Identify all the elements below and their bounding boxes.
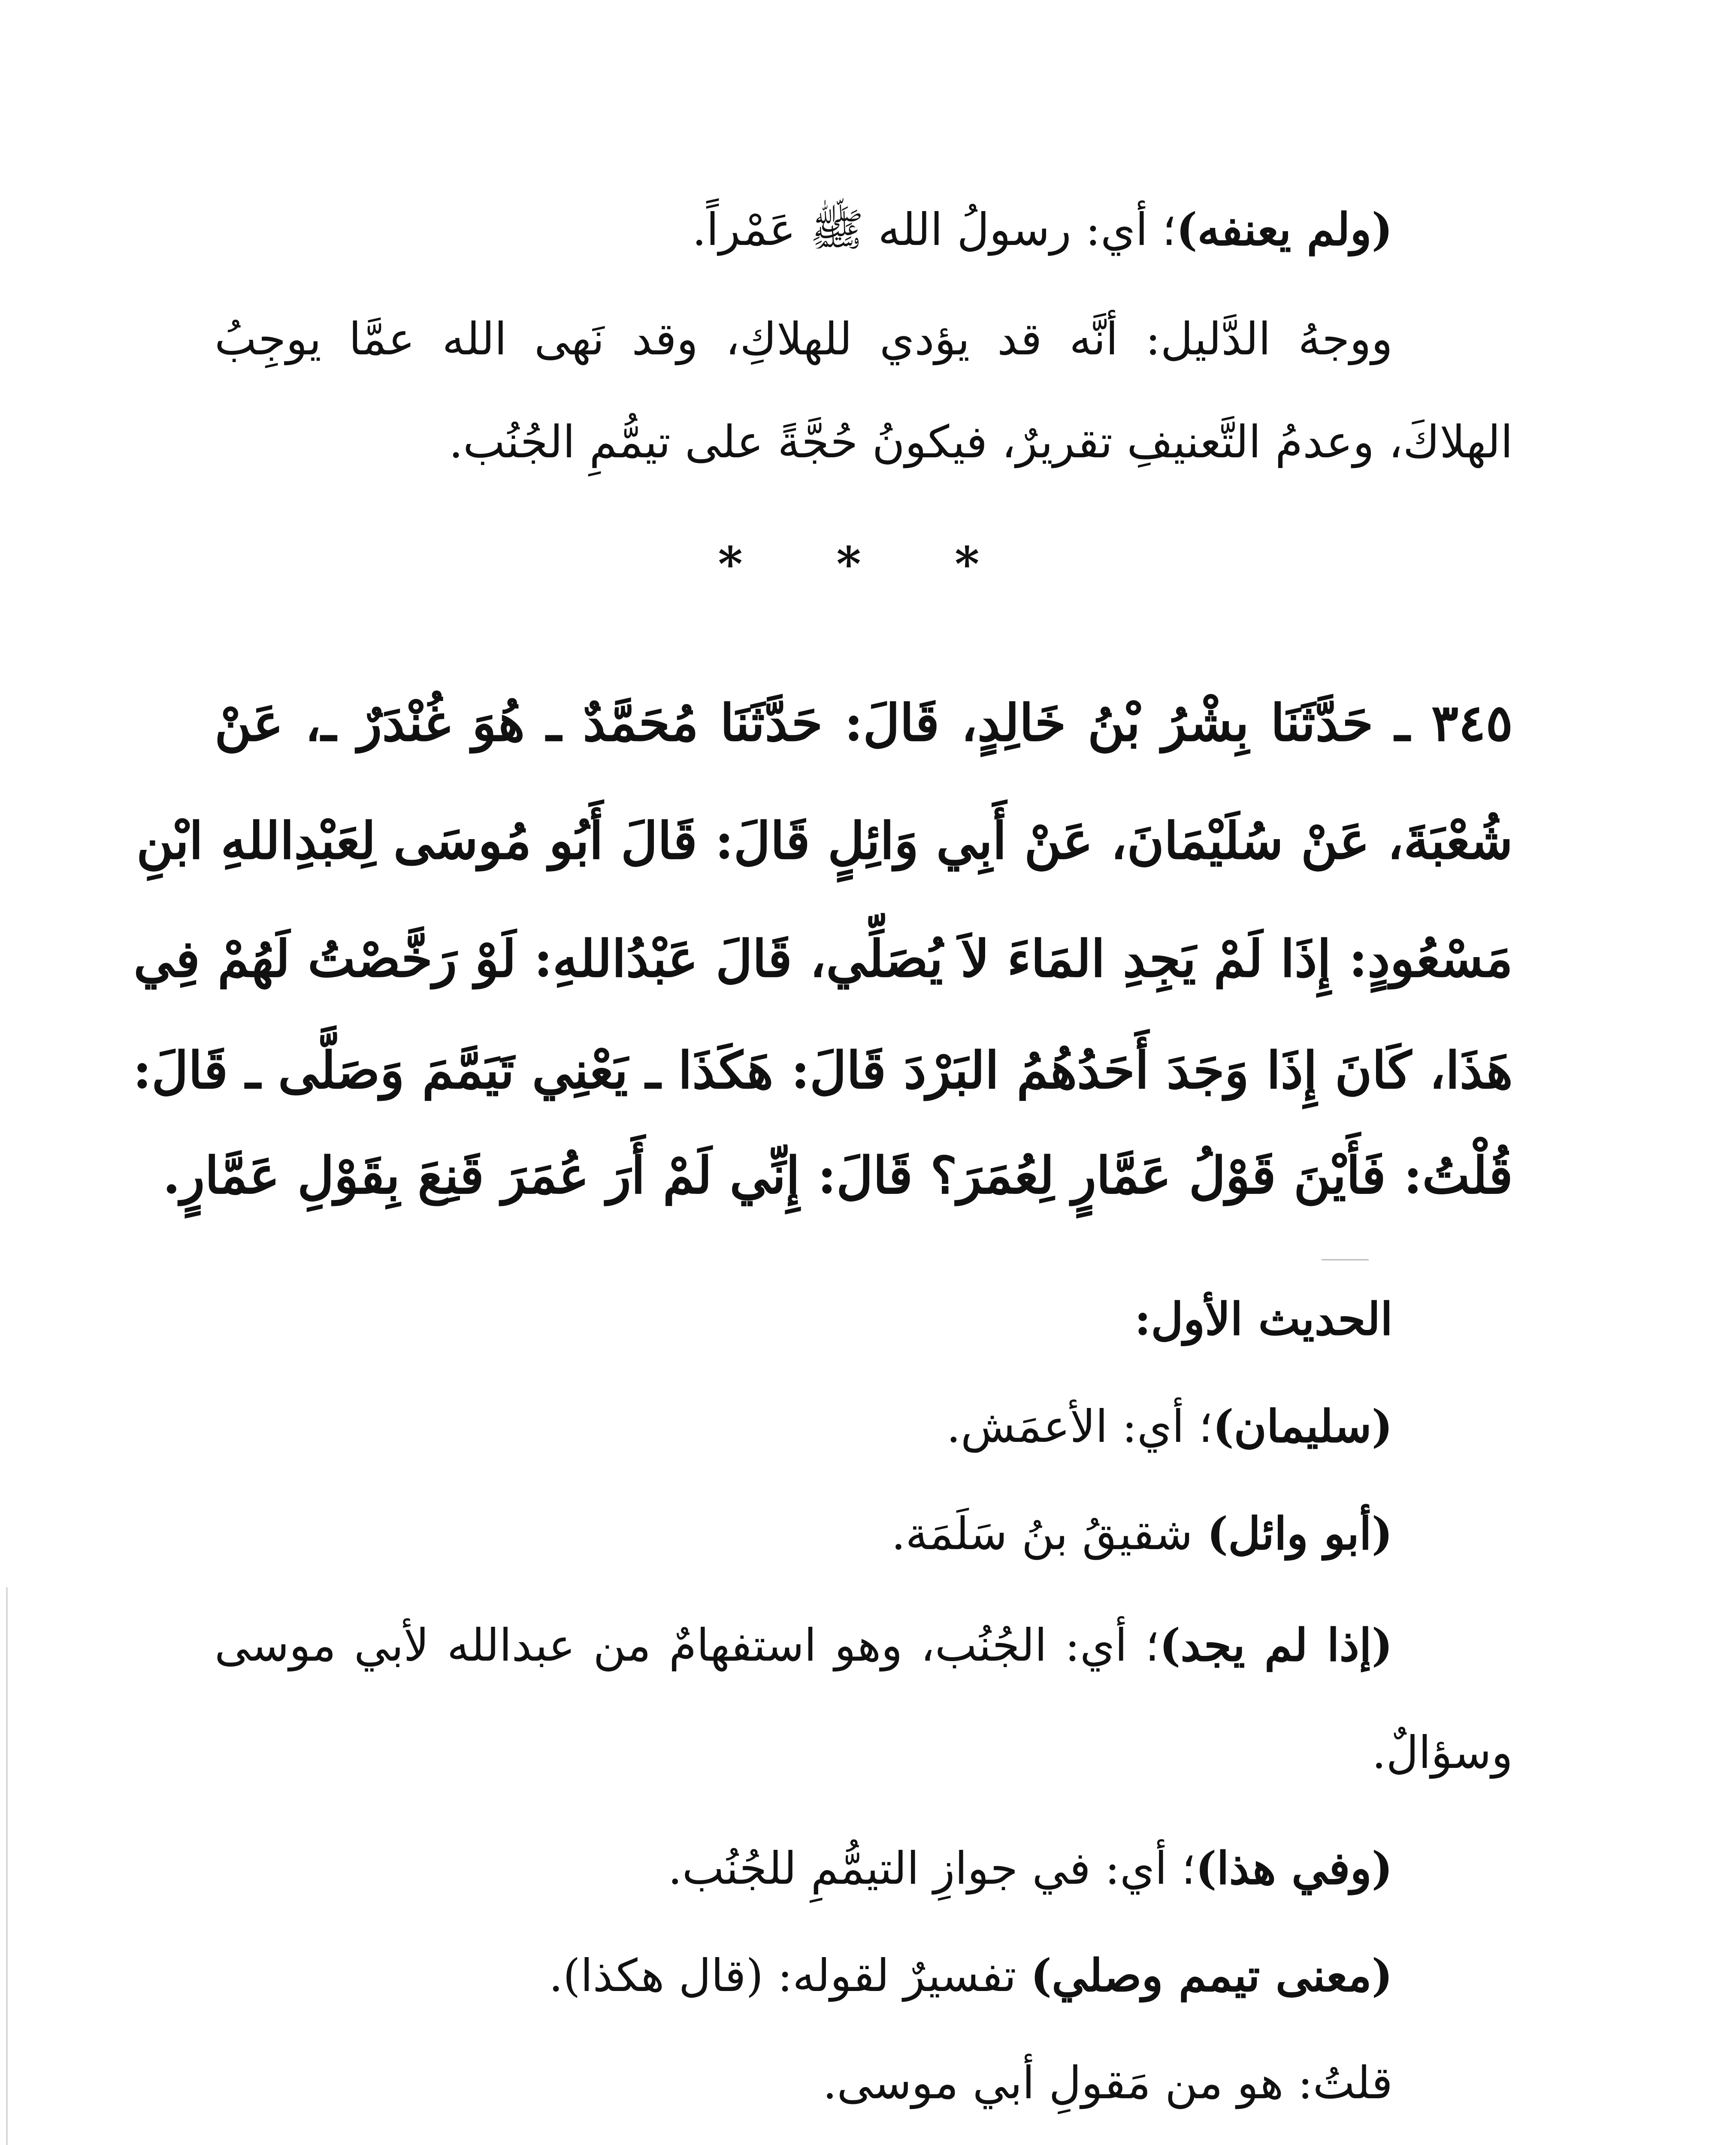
hadith-line-3: مَسْعُودٍ: إِذَا لَمْ يَجِدِ المَاءَ لاَ يُصَلِّي، قَالَ عَبْدُاللهِ: لَوْ رَخَّصْتُ لَهُمْ فِي	[133, 929, 1513, 988]
commentary-entry	[215, 1502, 1393, 1566]
quoted-term: (إذا لم يجد)	[1159, 1619, 1393, 1671]
quoted-term: (سليمان)	[1213, 1400, 1393, 1453]
commentary-entry	[215, 1394, 1393, 1459]
line-text: ؛ أي: في جوازِ التيمُّمِ للجُنُب.	[668, 1842, 1196, 1894]
hadith-line-2: شُعْبَةَ، عَنْ سُلَيْمَانَ، عَنْ أَبِي وَائِلٍ قَالَ: قَالَ أَبُو مُوسَى لِعَبْدِاللهِ ابْنِ	[136, 811, 1513, 870]
line-text: ؛ أي: الجُنُب، وهو استفهامٌ من عبدالله لأبي موسى	[215, 1619, 1160, 1671]
commentary-entry	[215, 1613, 1393, 1677]
commentary-line-1	[215, 197, 1393, 262]
commentary-line-2: ووجهُ الدَّليل: أنَّه قد يؤدي للهلاكِ، وقد نَهى الله عمَّا يوجِبُ	[215, 313, 1393, 365]
faint-mark	[1322, 1259, 1369, 1260]
line-text: ؛ أي: الأعمَش.	[946, 1400, 1213, 1453]
commentary-entry	[215, 1836, 1393, 1900]
hadith-line-4: هَذَا، كَانَ إِذَا وَجَدَ أَحَدُهُمُ البَرْدَ قَالَ: هَكَذَا ـ يَعْنِي تَيَمَّمَ وَصَلَّى ـ قَالَ:	[133, 1040, 1513, 1100]
hadith-line-5: قُلْتُ: فَأَيْنَ قَوْلُ عَمَّارٍ لِعُمَرَ؟ قَالَ: إِنِّي لَمْ أَرَ عُمَرَ قَنِعَ بِقَوْلِ عَمَّارٍ.	[163, 1145, 1513, 1205]
quoted-term: (أبو وائل)	[1207, 1507, 1393, 1560]
commentary-entry: قلتُ: هو من مَقولِ أبي موسى.	[823, 2057, 1393, 2109]
quoted-term: (معنى تيمم وصلي)	[1030, 1949, 1393, 2002]
line-text: ؛ أي: رسولُ الله ﷺ عَمْراً.	[692, 203, 1176, 256]
quoted-term: (ولم يعنفه)	[1176, 203, 1393, 256]
section-heading: الحديث الأول:	[1134, 1293, 1393, 1345]
commentary-continuation: وسؤالٌ.	[1372, 1726, 1513, 1779]
quoted-term: (وفي هذا)	[1195, 1842, 1393, 1894]
line-text: شقيقُ بنُ سَلَمَة.	[891, 1508, 1207, 1560]
line-text: تفسيرٌ لقوله: (قال هكذا).	[549, 1949, 1031, 2002]
scan-edge-line	[6, 1587, 8, 2145]
section-separator: * * *	[718, 536, 1018, 592]
hadith-line-1: ٣٤٥ ـ حَدَّثَنَا بِشْرُ بْنُ خَالِدٍ، قَالَ: حَدَّثَنَا مُحَمَّدٌ ـ هُوَ غُنْدَرٌ ـ، عَنْ	[215, 693, 1513, 752]
commentary-line-3: الهلاكَ، وعدمُ التَّعنيفِ تقريرٌ، فيكونُ حُجَّةً على تيمُّمِ الجُنُب.	[449, 416, 1513, 468]
commentary-entry	[215, 1943, 1393, 2008]
